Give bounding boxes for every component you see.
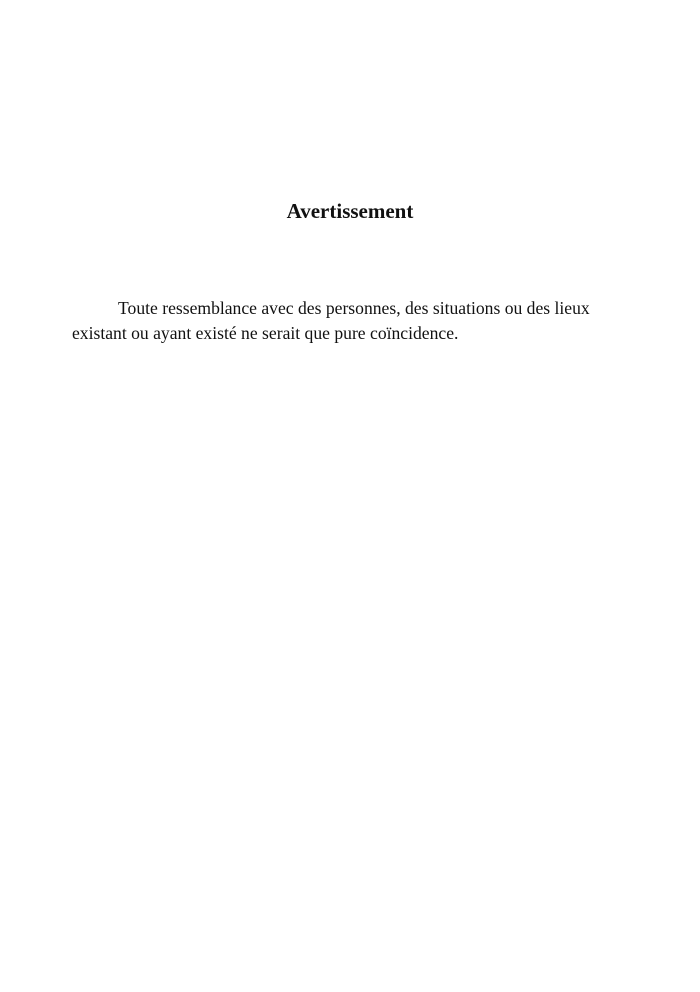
disclaimer-line-1: Toute ressemblance avec des personnes, des situations ou des lieux bbox=[118, 298, 590, 318]
disclaimer-line-2: existant ou ayant existé ne serait que pure coïncidence. bbox=[72, 323, 459, 343]
page-title: Avertissement bbox=[286, 199, 414, 223]
disclaimer-paragraph bbox=[72, 296, 610, 346]
